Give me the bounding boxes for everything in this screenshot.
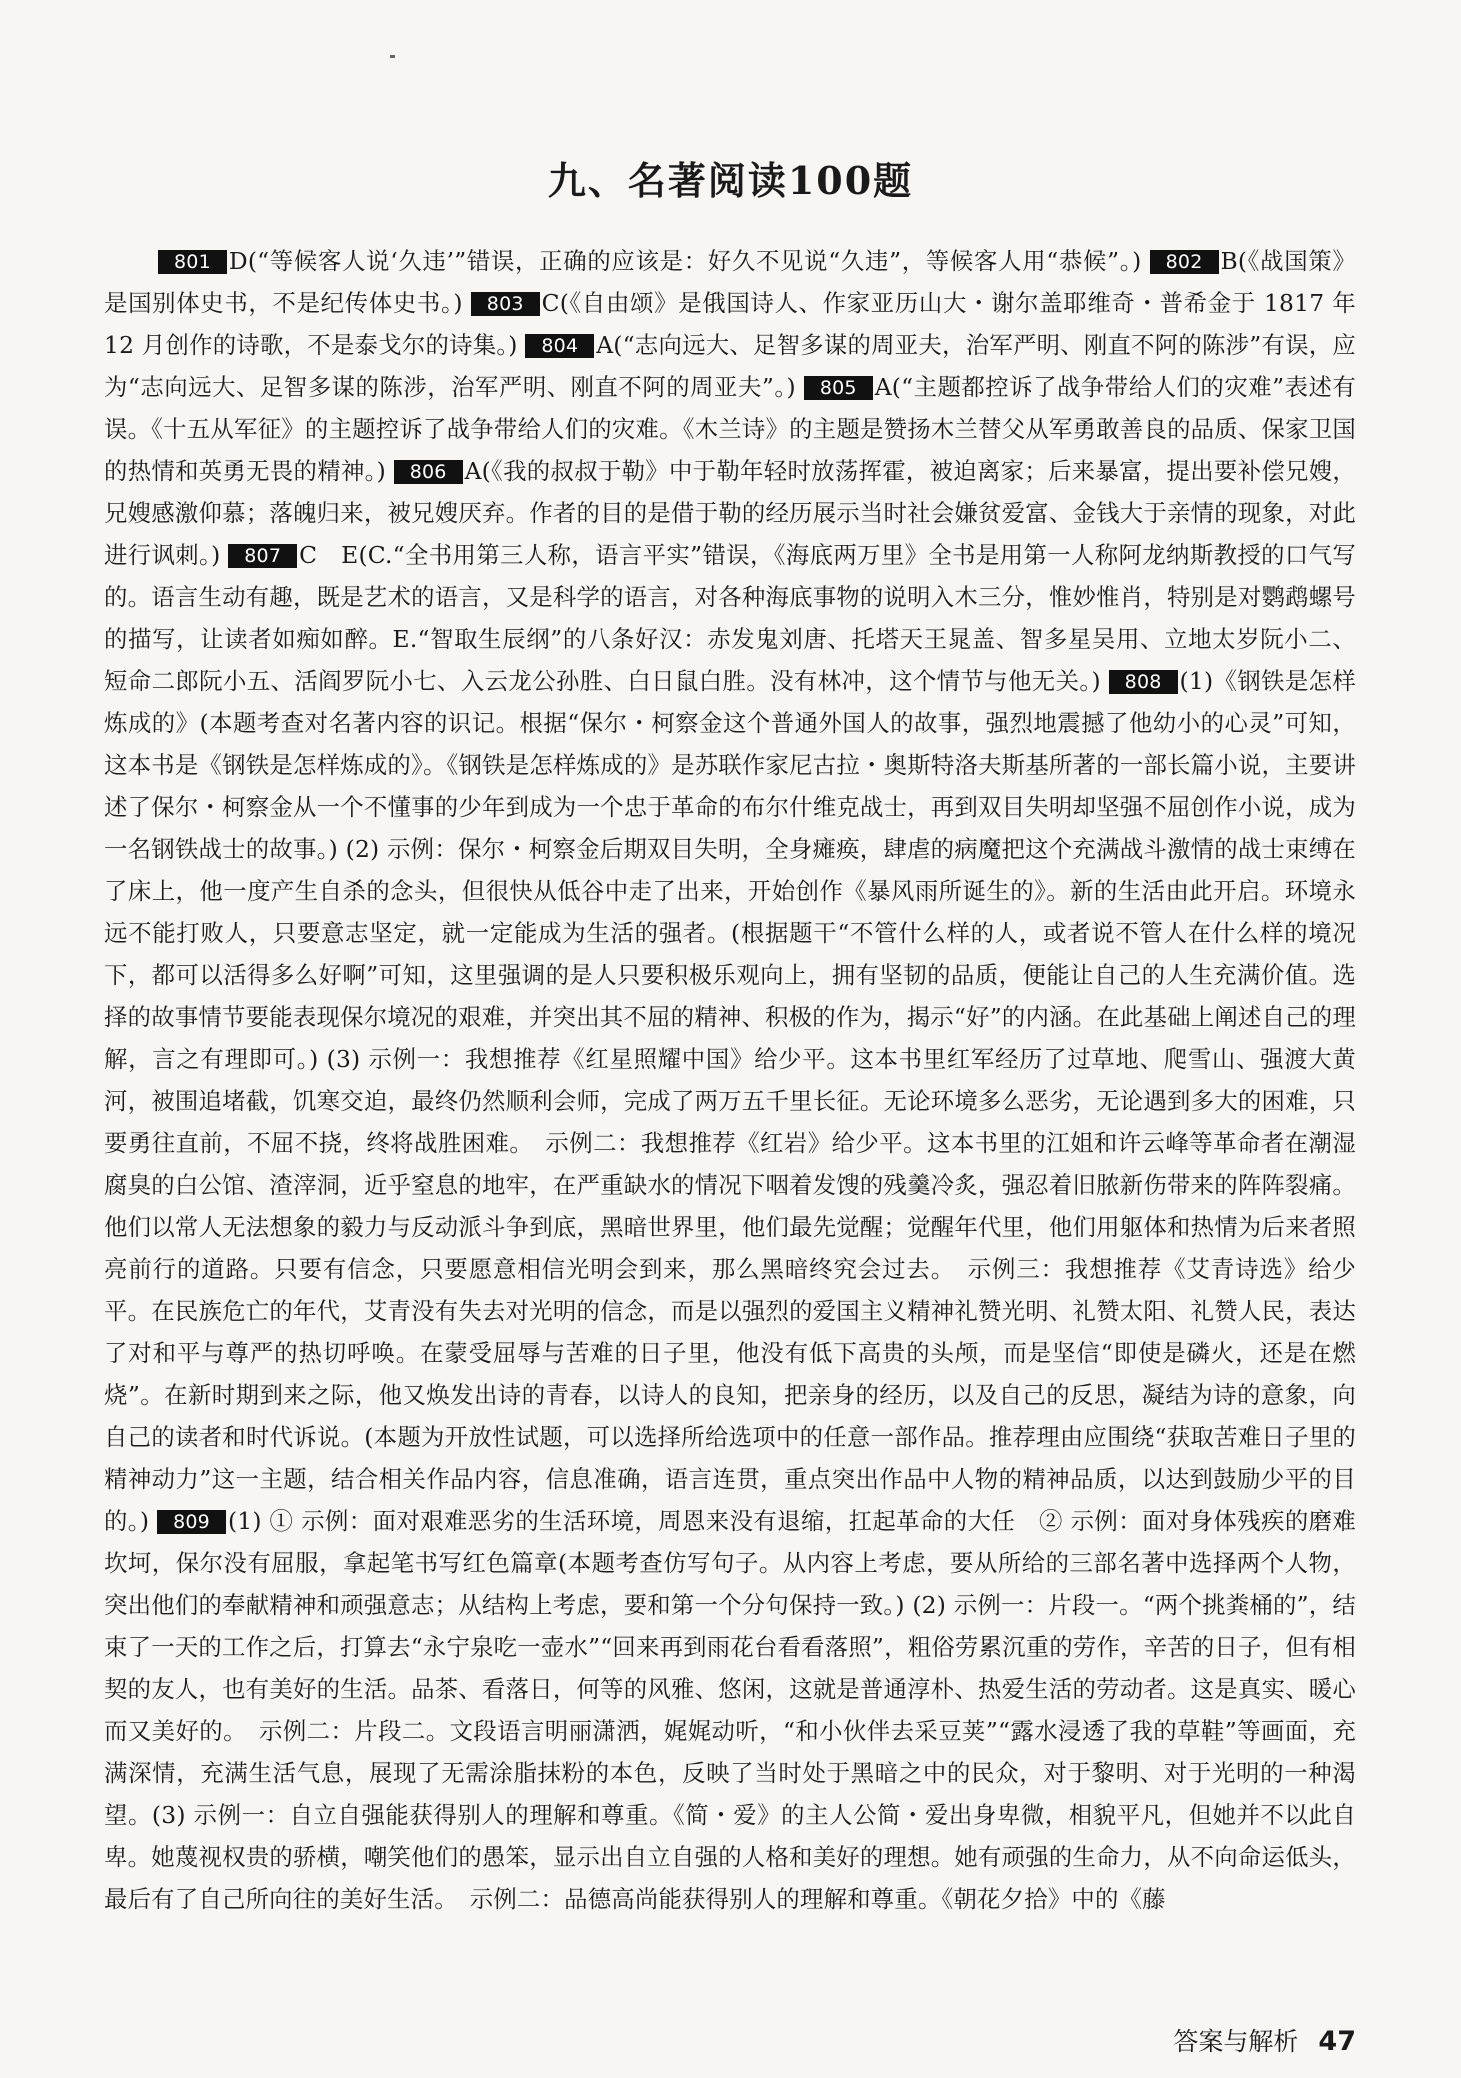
question-number: 801 bbox=[158, 250, 227, 274]
question-number: 806 bbox=[394, 460, 463, 484]
section-title: 九、名著阅读100题 bbox=[547, 158, 914, 203]
question-number: 803 bbox=[471, 292, 540, 316]
answer-text: D(“等候客人说‘久违’”错误，正确的应该是：好久不见说“久违”，等候客人用“恭候”。) bbox=[228, 247, 1142, 275]
answer-text: B(《战国策》是国别体史书，不是纪传体史书。) bbox=[104, 247, 1356, 317]
question-number: 809 bbox=[157, 1510, 226, 1534]
answer-text: C E(C.“全书用第三人称，语言平实”错误，《海底两万里》全书是用第一人称阿龙纳斯教授的口气写的。语言生动有趣，既是艺术的语言，又是科学的语言，对各种海底事物的说明入木三分，惟妙惟肖，特别是对鹦鹉螺号的描写，让读者如痴如醉。E.“智取生辰纲”的八条好汉：赤发鬼刘唐、托塔天王晁盖、智多星吴用、立地太岁阮小二、短命二郎阮小五、活阎罗阮小七、入云龙公孙胜、白日鼠白胜。没有林冲，这个情节与他无关。) bbox=[104, 541, 1356, 695]
answer-text: (1)《钢铁是怎样炼成的》(本题考查对名著内容的识记。根据“保尔・柯察金这个普通外国人的故事，强烈地震撼了他幼小的心灵”可知，这本书是《钢铁是怎样炼成的》。《钢铁是怎样炼成的》是苏联作家尼古拉・奥斯特洛夫斯基所著的一部长篇小说，主要讲述了保尔・柯察金从一个不懂事的少年到成为一个忠于革命的布尔什维克战士，再到双目失明却坚强不屈创作小说，成为一名钢铁战士的故事。) (2) 示例：保尔・柯察金后期双目失明，全身瘫痪，肆虐的病魔把这个充满战斗激情的战士束缚在了床上，他一度产生自杀的念头，但很快从低谷中走了出来，开始创作《暴风雨所诞生的》。新的生活由此开启。环境永远不能打败人，只要意志坚定，就一定能成为生活的强者。(根据题干“不管什么样的人，或者说不管人在什么样的境况下，都可以活得多么好啊”可知，这里强调的是人只要积极乐观向上，拥有坚韧的品质，便能让自己的人生充满价值。选择的故事情节要能表现保尔境况的艰难，并突出其不屈的精神、积极的作为，揭示“好”的内涵。在此基础上阐述自己的理解，言之有理即可。) (3) 示例一：我想推荐《红星照耀中国》给少平。这本书里红军经历了过草地、爬雪山、强渡大黄河，被围追堵截，饥寒交迫，最终仍然顺利会师，完成了两万五千里长征。无论环境多么恶劣，无论遇到多大的困难，只要勇往直前，不屈不挠，终将战胜困难。 示例二：我想推荐《红岩》给少平。这本书里的江姐和许云峰等革命者在潮湿腐臭的白公馆、渣滓洞，近乎窒息的地牢，在严重缺水的情况下咽着发馊的残羹冷炙，强忍着旧脓新伤带来的阵阵裂痛。他们以常人无法想象的毅力与反动派斗争到底，黑暗世界里，他们最先觉醒；觉醒年代里，他们用躯体和热情为后来者照亮前行的道路。只要有信念，只要愿意相信光明会到来，那么黑暗终究会过去。 示例三：我想推荐《艾青诗选》给少平。在民族危亡的年代，艾青没有失去对光明的信念，而是以强烈的爱国主义精神礼赞光明、礼赞太阳、礼赞人民，表达了对和平与尊严的热切呼唤。在蒙受屈辱与苦难的日子里，他没有低下高贵的头颅，而是坚信“即使是磷火，还是在燃烧”。在新时期到来之际，他又焕发出诗的青春，以诗人的良知，把亲身的经历，以及自己的反思，凝结为诗的意象，向自己的读者和时代诉说。(本题为开放性试题，可以选择所给选项中的任意一部作品。推荐理由应围绕“获取苦难日子里的精神动力”这一主题，结合相关作品内容，信息准确，语言连贯，重点突出作品中人物的精神品质，以达到鼓励少平的目的。) bbox=[104, 667, 1357, 1535]
answer-text: A(《我的叔叔于勒》中于勒年轻时放荡挥霍，被迫离家；后来暴富，提出要补偿兄嫂，兄嫂感激仰慕；落魄归来，被兄嫂厌弃。作者的目的是借于勒的经历展示当时社会嫌贫爱富、金钱大于亲情的现象，对此进行讽刺。) bbox=[104, 457, 1356, 569]
answer-text: A(“主题都控诉了战争带给人们的灾难”表述有误。《十五从军征》的主题控诉了战争带给人们的灾难。《木兰诗》的主题是赞扬木兰替父从军勇敢善良的品质、保家卫国的热情和英勇无畏的精神。) bbox=[104, 373, 1356, 485]
question-number: 808 bbox=[1109, 670, 1178, 694]
answer-text: C(《自由颂》是俄国诗人、作家亚历山大・谢尔盖耶维奇・普希金于 1817 年 12 月创作的诗歌，不是泰戈尔的诗集。) bbox=[104, 289, 1356, 359]
question-number: 807 bbox=[228, 544, 297, 568]
scan-mark bbox=[390, 55, 395, 58]
answer-text: (1) ① 示例：面对艰难恶劣的生活环境，周恩来没有退缩，扛起革命的大任 ② 示例：面对身体残疾的磨难坎坷，保尔没有屈服，拿起笔书写红色篇章(本题考查仿写句子。从内容上考虑，要从所给的三部名著中选择两个人物，突出他们的奉献精神和顽强意志；从结构上考虑，要和第一个分句保持一致。) (2) 示例一：片段一。“两个挑粪桶的”，结束了一天的工作之后，打算去“永宁泉吃一壶水”“回来再到雨花台看看落照”，粗俗劳累沉重的劳作，辛苦的日子，但有相契的友人，也有美好的生活。品茶、看落日，何等的风雅、悠闲，这就是普通淳朴、热爱生活的劳动者。这是真实、暖心而又美好的。 示例二：片段二。文段语言明丽潇洒，娓娓动听，“和小伙伴去采豆荚”“露水浸透了我的草鞋”等画面，充满深情，充满生活气息，展现了无需涂脂抹粉的本色，反映了当时处于黑暗之中的民众，对于黎明、对于光明的一种渴望。(3) 示例一：自立自强能获得别人的理解和尊重。《简・爱》的主人公简・爱出身卑微，相貌平凡，但她并不以此自卑。她蔑视权贵的骄横，嘲笑他们的愚笨，显示出自立自强的人格和美好的理想。她有顽强的生命力，从不向命运低头，最后有了自己所向往的美好生活。 示例二：品德高尚能获得别人的理解和尊重。《朝花夕拾》中的《藤 bbox=[104, 1507, 1357, 1913]
page-number: 47 bbox=[1318, 2026, 1356, 2057]
question-number: 804 bbox=[525, 334, 594, 358]
question-number: 805 bbox=[804, 376, 873, 400]
answer-body bbox=[104, 240, 1356, 1920]
answer-text: A(“志向远大、足智多谋的周亚夫，治军严明、刚直不阿的陈涉”有误，应为“志向远大、足智多谋的陈涉，治军严明、刚直不阿的周亚夫”。) bbox=[104, 331, 1357, 401]
page-footer bbox=[1173, 2022, 1356, 2058]
footer-section-label: 答案与解析 bbox=[1173, 2027, 1299, 2056]
question-number: 802 bbox=[1150, 250, 1219, 274]
